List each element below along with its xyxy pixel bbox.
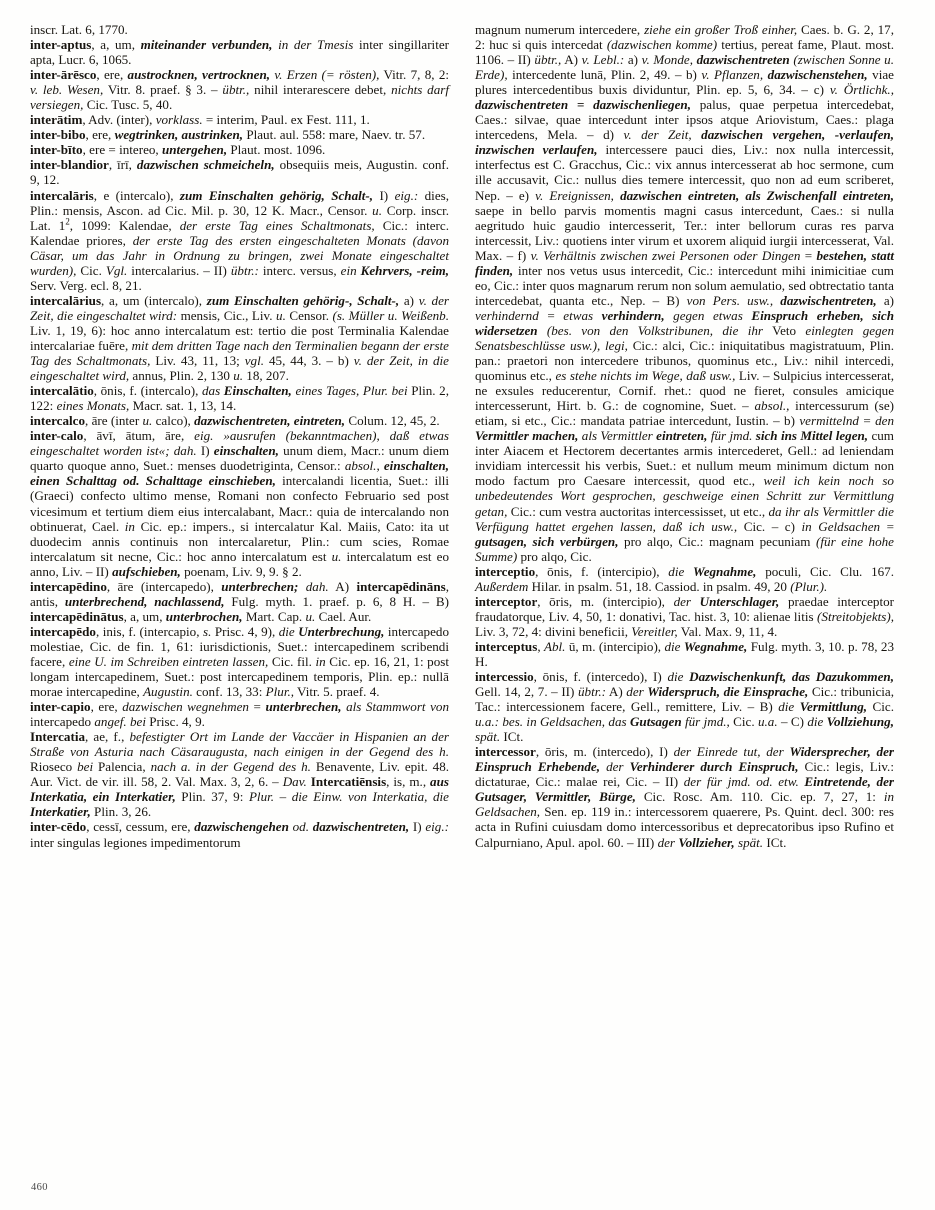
continuation-inscr: inscr. Lat. 6, 1770.: [30, 22, 128, 37]
entry-intercalaris: intercalāris, e (intercalo), zum Einschalten gehörig, Schalt-, I) eig.: dies, Plin.: mensis, Ascon. ad Cic. Mil. p. 30, 12 K. Macr., Censor. u. Corp. inscr. Lat. $1^2$, 1099: Kalendae, der erste Tag eines Schaltmonats, Cic.: interc. Kalendae priores, der erste Tag des ersten eingeschalteten Monats (davon Cäsar, um das Jahr in Ordnung zu bringen, zwei Monate eingeschaltet wurden), Cic. Vgl. intercalarius. – II) übtr.: interc. versus, ein Kehrvers, -reim, Serv. Verg. ecl. 8, 21.: [30, 187, 449, 293]
entry-inter-bito: inter-bīto, ere = intereo, untergehen, Plaut. most. 1096.: [30, 142, 326, 158]
entry-intercatia: Intercatia, ae, f., befestigter Ort im Lande der Vaccäer in Hispanien an der Straße von Asturia nach Cäsaraugusta, nach einigen in der Gegend des h. Rioseco bei Palencia, nach a. in der Gegend des h. Benavente, Liv. epit. 48. Aur. Vict. de vir. ill. 58, 2. Val. Max. 3, 2, 6. – Dav. Intercatiēnsis, is, m., aus Interkatia, ein Interkatier, Plin. 37, 9: Plur. – die Einw. von Interkatia, die Interkatier, Plin. 3, 26.: [30, 729, 450, 820]
continuation-inter-cedo: magnum numerum intercedere, ziehe ein großer Troß einher, Caes. b. G. 2, 17, 2: huc si quis intercedat (dazwischen komme) tertius, pereat fame, Plaut. most. 1106. – II) übtr., A) v. Lebl.: a) v. Monde, dazwischentreten (zwischen Sonne u. Erde), intercedente lunā, Plin. 2, 49. – b) v. Pflanzen, dazwischenstehen, viae plures intercedentibus buxis dividuntur, Plin. ep. 5, 6, 34. – c) v. Örtlichk., dazwischentreten = dazwischenliegen, palus, quae perpetua intercedebat, Caes.: silvae, quae intercedunt inter ipsos atque Ariovistum, Caes.: plaga intercedens, Mela. – d) v. der Zeit, dazwischen vergehen, -verlaufen, inzwischen verlaufen, intercessere pauci dies, Liv.: nox nulla intercessit, interfectus est C. Gracchus, Cic.: vix annus intercesserat ab hoc sermone, cum ille accusavit, Cic.: nullus dies temere intercessit, quo non ad eum scriberet, Nep. – e) v. Ereignissen, dazwischen eintreten, als Zwischenfall eintreten, saepe in bello parvis momentis magni casus intercedunt, Caes.: si nulla aegritudo huic gaudio intercesserit, Ter.: inter bellorum curas res parva intercessit, Liv.: quotiens inter virum et uxorem aliquid iurgii intercesserat, Val. Max. – f) v. Verhältnis zwischen zwei Personen oder Dingen = bestehen, statt finden, inter nos vetus usus intercedit, Cic.: intercedunt mihi inimicitiae cum eo, Cic.: inter quos magnarum rerum non solum aemulatio, sed obtrectatio tanta intercedebat, quanta etc., Nep. – B) von Pers. usw., dazwischentreten, a) verhindernd = etwas verhindern, gegen etwas Einspruch erheben, sich widersetzen (bes. von den Volkstribunen, die ihr Veto einlegten gegen Senatsbeschlüsse usw.), legi, Cic.: alci, Cic.: iniquitatibus magistratuum, Plin. pan.: praetori non intercedere tribunos, quominus etc., Liv.: nihil intercedi, quominus etc., es stehe nichts im Wege, daß usw., Liv. – Sulpicius intercesserat, ne exsules reducerentur, Cornif. rhet.: quod ne fieret, consules amicique intercesserunt, Hirt. b. G.: de cognomine, Suet. – absol., intercessurum (se) etiam, si etc., Cic.: mandata patriae intercedunt, Iustin. – b) vermittelnd = den Vermittler machen, als Vermittler eintreten, für jmd. sich ins Mittel legen, cum inter Aiacem et Hectorem decertantes armis intercederet, Gell.: ad leniendam invidiam intercessit his verbis, Suet.: et nullum meum minimum dictum non modo factum pro Caesare intercessit, quod etc., weil ich kein noch so unbedeutendes Wort gesprochen, geschweige einen Schritt zur Vermittlung getan, Cic.: cum vestra auctoritas intercessisset, ut etc., da ihr als Vermittler die Verfügung hattet ergehen lassen, daß ich usw., Cic. – c) in Geldsachen = gutsagen, sich verbürgen, pro alqo, Cic.: magnam pecuniam (für eine hohe Summe) pro alqo, Cic.: [475, 22, 895, 564]
entry-inter-bibo: inter-bibo, ere, wegtrinken, austrinken, Plaut. aul. 558: mare, Naev. tr. 57.: [30, 127, 426, 143]
entry-inter-cedo: inter-cēdo, cessī, cessum, ere, dazwischengehen od. dazwischentreten, I) eig.: inter singulas legiones impedimentorum: [30, 819, 449, 850]
entry-inter-calo: inter-calo, āvī, ātum, āre, eig. »ausrufen (bekanntmachen), daß etwas eingeschaltet worden ist«; dah. I) einschalten, unum diem, Macr.: unum diem quarto quoque anno, Suet.: menses duodetriginta, Censor.: absol., einschalten, einen Schalttag od. Schalttage einschieben, intercalandi licentia, Suet.: illi (Graeci) confecto ultimo mense, Romani non confecto Februario sed post vicesimum et tertium diem eius intercalabant, Macr.: quia de intercalando non obtinuerat, Cael. in Cic. ep.: impers., si intercalatur Kal. Maiis, Cato: ita ut duodecim annis continuis non intercalaretur, Plin.: cum scies, Romae intercalatum sit necne, Cic.: hoc anno intercalatum est u. intercalatum est eo anno, Liv. – II) aufschieben, poenam, Liv. 9, 9. § 2.: [30, 428, 450, 579]
left-column: [30, 22, 449, 850]
entry-inter-aptus: inter-aptus, a, um, miteinander verbunden, in der Tmesis inter singillariter apta, Lucr. 6, 1065.: [30, 37, 450, 68]
entry-intercalatio: intercalātio, ōnis, f. (intercalo), das Einschalten, eines Tages, Plur. bei Plin. 2, 122: eines Monats, Macr. sat. 1, 13, 14.: [30, 383, 449, 414]
entry-interceptus: interceptus, Abl. ū, m. (intercipio), die Wegnahme, Fulg. myth. 3, 10. p. 78, 23 H.: [475, 638, 895, 669]
entry-interatim: interātim, Adv. (inter), vorklass. = interim, Paul. ex Fest. 111, 1.: [30, 112, 370, 128]
entry-intercalco: intercalco, āre (inter u. calco), dazwischentreten, eintreten, Colum. 12, 45, 2.: [30, 413, 440, 429]
entry-intercessor: intercessor, ōris, m. (intercedo), I) der Einrede tut, der Widersprecher, der Einspruch Erhebende, der Verhinderer durch Einspruch, Cic.: legis, Liv.: dictaturae, Cic.: malae rei, Cic. – II) der für jmd. od. etw. Eintretende, der Gutsager, Vermittler, Bürge, Cic. Rosc. Am. 110. Cic. ep. 7, 27, 1: in Geldsachen, Sen. ep. 119 in.: intercessorem quaerere, Ps. Quint. decl. 300: res acta in Rufini cuiusdam domo intercessoribus et deprecatoribus ipso Rufino et Calpurniano, Apul. apol. 60. – III) der Vollzieher, spät. ICt.: [475, 744, 895, 850]
entry-inter-capio: inter-capio, ere, dazwischen wegnehmen = unterbrechen, als Stammwort von intercapedo angef. bei Prisc. 4, 9.: [30, 699, 450, 730]
two-column-layout: [30, 22, 905, 850]
entry-intercalarius: intercalārius, a, um (intercalo), zum Einschalten gehörig-, Schalt-, a) v. der Zeit, die eingeschaltet wird: mensis, Cic., Liv. u. Censor. (s. Müller u. Weißenb. Liv. 1, 19, 6): hoc anno intercalatum est: tertio die post Terminalia Kalendae intercalariae fuēre, mit dem dritten Tage nach den Terminalien begann der erste Tag des Schaltmonats, Liv. 43, 11, 13; vgl. 45, 44, 3. – b) v. der Zeit, in die eingeschaltet wird, annus, Plin. 2, 130 u. 18, 207.: [30, 292, 450, 384]
entry-intercapedo: intercapēdo, inis, f. (intercapio, s. Prisc. 4, 9), die Unterbrechung, intercapedo molestiae, Cic. de fin. 1, 61: iurisdictionis, Suet.: intercapedinem scribendi facere, eine U. im Schreiben eintreten lassen, Cic. fil. in Cic. ep. 16, 21, 1: post longam intercapedinem, Suet.: post intercapedinem temporis, Plin. ep.: nullā morae intercapedine, Augustin. conf. 13, 33: Plur., Vitr. 5. praef. 4.: [30, 623, 449, 700]
entry-interceptio: interceptio, ōnis, f. (intercipio), die Wegnahme, poculi, Cic. Clu. 167. Außerdem Hilar. in psalm. 51, 18. Cassiod. in psalm. 49, 20 (Plur.).: [475, 563, 894, 594]
entry-intercapedino: intercapēdino, āre (intercapedo), unterbrechen; dah. A) intercapēdināns, antis, unterbrechend, nachlassend, Fulg. myth. 1. praef. p. 6, 8 H. – B) intercapēdinātus, a, um, unterbrochen, Mart. Cap. u. Cael. Aur.: [30, 578, 449, 624]
entry-intercessio: intercessio, ōnis, f. (intercedo), I) die Dazwischenkunft, das Dazukommen, Gell. 14, 2, 7. – II) übtr.: A) der Widerspruch, die Einsprache, Cic.: tribunicia, Tac.: intercessionem facere, Gell., remittere, Liv. – B) die Vermittlung, Cic. u.a.: bes. in Geldsachen, das Gutsagen für jmd., Cic. u.a. – C) die Vollziehung, spät. ICt.: [475, 669, 895, 745]
entry-inter-blandior: inter-blandior, īrī, dazwischen schmeicheln, obsequiis meis, Augustin. conf. 9, 12.: [30, 157, 449, 188]
entry-interceptor: interceptor, ōris, m. (intercipio), der Unterschlager, praedae interceptor fraudatorque, Liv. 4, 50, 1: donativi, Tac. hist. 3, 10: alienae litis (Streitobjekts), Liv. 3, 72, 4: divini beneficii, Vereitler, Val. Max. 9, 11, 4.: [475, 593, 894, 639]
right-column: [475, 22, 894, 850]
page-number: 460: [31, 1182, 48, 1193]
entry-inter-aresco: inter-ārēsco, ere, austrocknen, vertrocknen, v. Erzen (= rösten), Vitr. 7, 8, 2: v. leb. Wesen, Vitr. 8. praef. § 3. – übtr., nihil interarescere debet, nichts darf versiegen, Cic. Tusc. 5, 40.: [30, 67, 450, 113]
